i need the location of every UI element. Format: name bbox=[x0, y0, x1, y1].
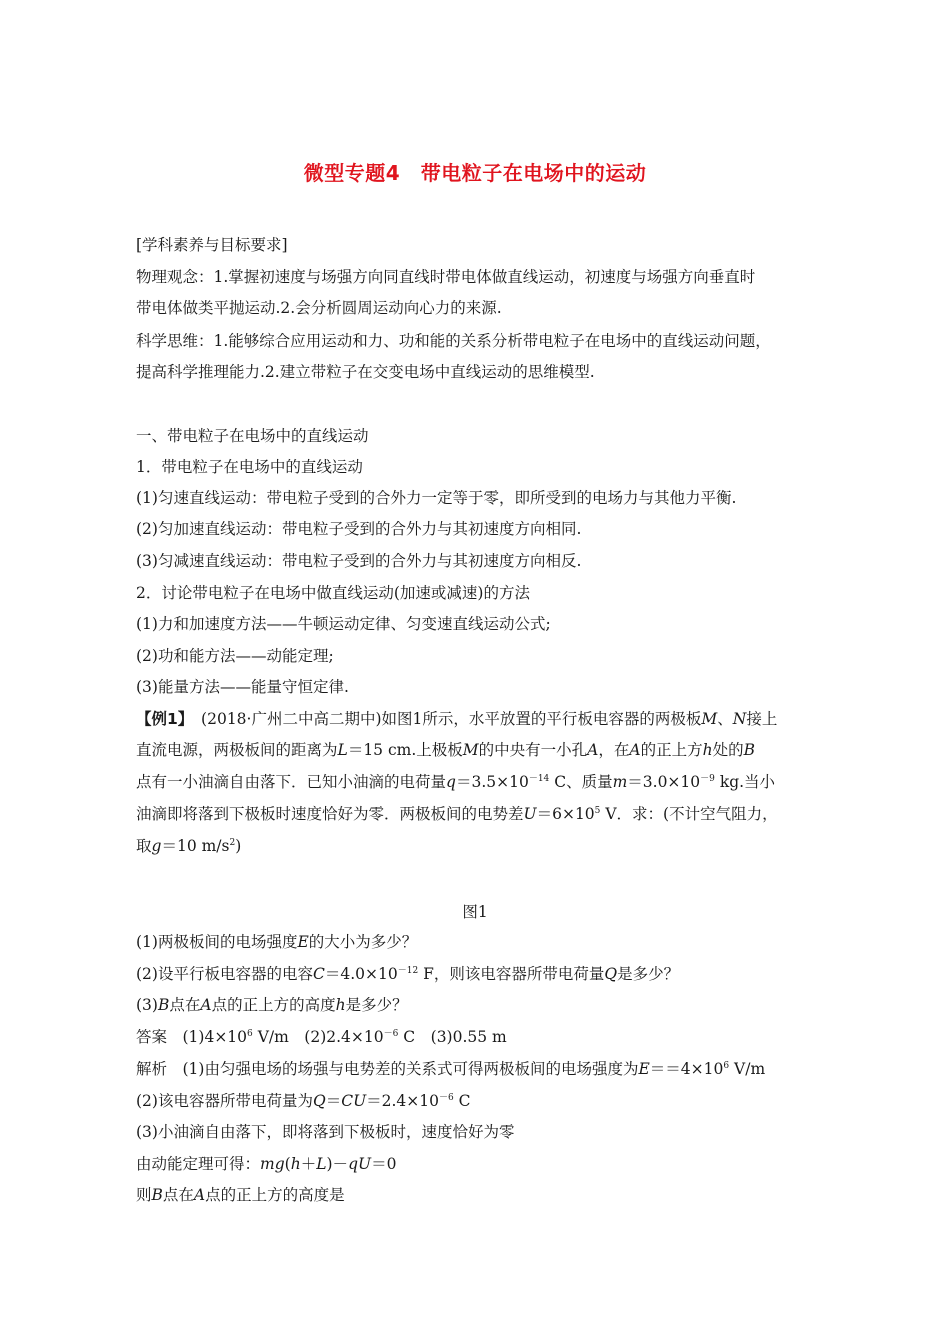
goals-science-line-2: 提高科学推理能力.2.建立带粒子在交变电场中直线运动的思维模型. bbox=[136, 363, 595, 381]
question-3: (3)B点在A点的正上方的高度h是多少？ bbox=[136, 996, 408, 1014]
solution-line-1: 解析 (1)由匀强电场的场强与电势差的关系式可得两极板间的电场强度为$E==4\times 10^6$ V/m bbox=[136, 1060, 766, 1078]
solution-line-5: 则B点在A点的正上方的高度是 bbox=[136, 1186, 345, 1204]
question-2: (2)设平行板电容器的电容$C=4.0\times 10^{-12}$ F，则该电容器所带电荷量Q是多少？ bbox=[136, 965, 680, 983]
list-item: (3)能量方法——能量守恒定律. bbox=[136, 678, 349, 696]
answer-line: 答案 $(1)4\times 10^6$ V/m $(2)2.4\times 10^{-6}$ C (3)0.55 m bbox=[136, 1028, 507, 1046]
list-item: (3)匀减速直线运动：带电粒子受到的合外力与其初速度方向相反. bbox=[136, 552, 582, 570]
example-line-1: 【例1】 (2018·广州二中高二期中)如图1所示，水平放置的平行板电容器的两极板M、N接上 bbox=[136, 710, 778, 728]
solution-line-3: (3)小油滴自由落下，即将落到下极板时，速度恰好为零 bbox=[136, 1123, 515, 1141]
goals-header: [学科素养与目标要求] bbox=[136, 236, 288, 254]
solution-line-4: 由动能定理可得：mg(h＋L)－qU＝0 bbox=[136, 1155, 397, 1173]
example-line-5: 取g＝10 $m/s^2$) bbox=[136, 837, 242, 855]
section-heading: 一、带电粒子在电场中的直线运动 bbox=[136, 427, 369, 445]
example-tag: 【例1】 bbox=[136, 710, 186, 728]
example-line-3: 点有一小油滴自由落下．已知小油滴的电荷量$q=3.5\times 10^{-14}$ C、质量$m=3.0\times 10^{-9}$ kg.当小 bbox=[136, 773, 776, 791]
goals-science-line-1: 科学思维：1.能够综合应用运动和力、功和能的关系分析带电粒子在电场中的直线运动问题， bbox=[136, 332, 771, 350]
list-item: (1)匀速直线运动：带电粒子受到的合外力一定等于零，即所受到的电场力与其他力平衡. bbox=[136, 489, 737, 507]
question-1: (1)两极板间的电场强度E的大小为多少？ bbox=[136, 933, 418, 951]
example-line-2: 直流电源，两极板间的距离为L＝15 cm.上极板M的中央有一小孔A，在A的正上方h处的B bbox=[136, 741, 755, 759]
list-item: (1)力和加速度方法——牛顿运动定律、匀变速直线运动公式; bbox=[136, 615, 551, 633]
example-line-4: 油滴即将落到下极板时速度恰好为零．两极板间的电势差$U=6\times 10^5$ V．求：(不计空气阻力， bbox=[136, 805, 778, 823]
subsection-2: 2．讨论带电粒子在电场中做直线运动(加速或减速)的方法 bbox=[136, 584, 530, 602]
list-item: (2)匀加速直线运动：带电粒子受到的合外力与其初速度方向相同. bbox=[136, 520, 582, 538]
goals-physics-line-1: 物理观念：1.掌握初速度与场强方向同直线时带电体做直线运动，初速度与场强方向垂直时 bbox=[136, 268, 756, 286]
list-item: (2)功和能方法——动能定理; bbox=[136, 647, 334, 665]
goals-physics-line-2: 带电体做类平抛运动.2.会分析圆周运动向心力的来源. bbox=[136, 299, 502, 317]
page-title: 微型专题4 带电粒子在电场中的运动 bbox=[303, 161, 647, 185]
subsection-1: 1．带电粒子在电场中的直线运动 bbox=[136, 458, 363, 476]
solution-line-2: (2)该电容器所带电荷量为$Q=CU=2.4\times 10^{-6}$ C bbox=[136, 1092, 471, 1110]
figure-caption: 图1 bbox=[462, 903, 488, 921]
